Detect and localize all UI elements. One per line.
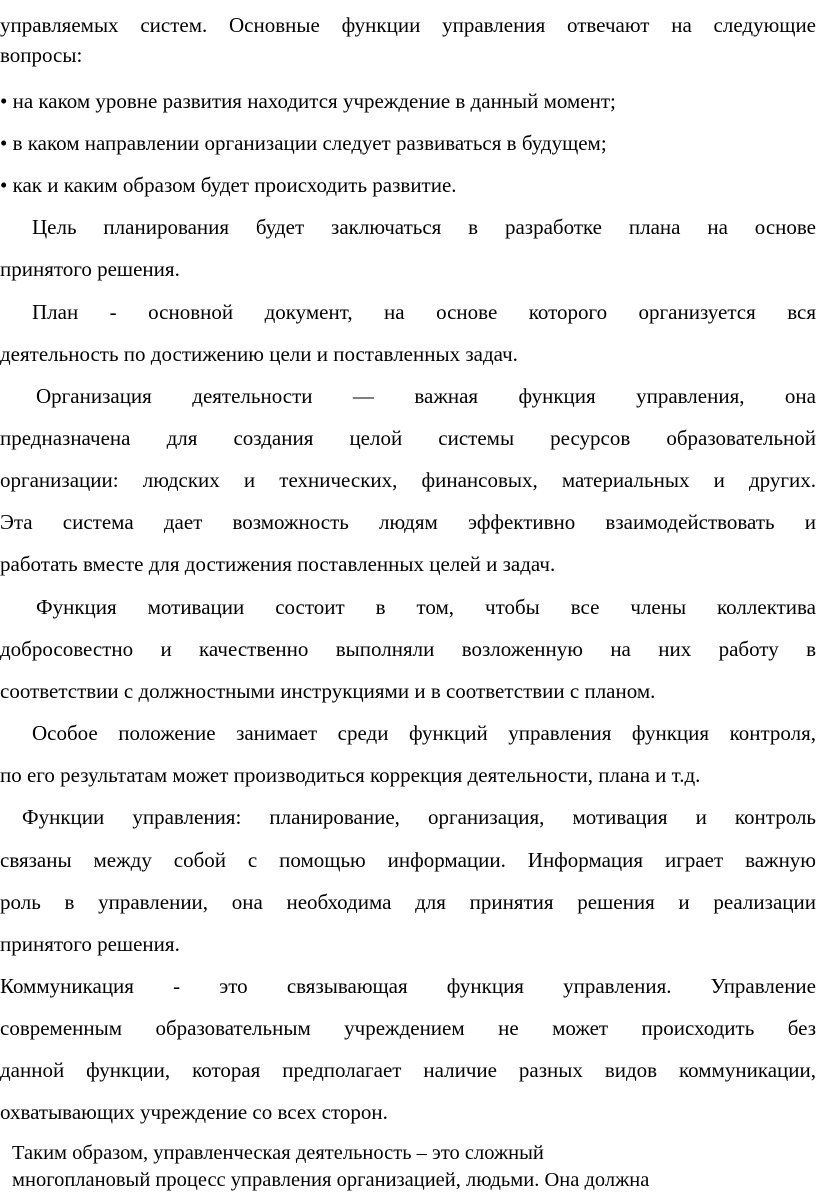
text-line: Коммуникация - это связывающая функция управления. Управление xyxy=(0,974,816,998)
text-line: Особое положение занимает среди функций управления функция контроля, xyxy=(32,721,816,745)
text-line: Функции управления: планирование, организация, мотивация и контроль xyxy=(22,805,816,829)
text-line: вопросы: xyxy=(0,43,83,67)
list-item: • на каком уровне развития находится учреждение в данный момент; xyxy=(0,89,616,113)
text-line: многоплановый процесс управления организацией, людьми. Она должна xyxy=(12,1169,650,1191)
text-line: по его результатам может производиться коррекция деятельности, плана и т.д. xyxy=(0,763,701,787)
text-line: деятельность по достижению цели и поставленных задач. xyxy=(0,342,518,366)
text-line: роль в управлении, она необходима для принятия решения и реализации xyxy=(0,890,816,914)
text-line: Организация деятельности — важная функция управления, она xyxy=(36,384,816,408)
text-line: Таким образом, управленческая деятельность – это сложный xyxy=(12,1142,544,1164)
text-line: принятого решения. xyxy=(0,932,180,956)
text-line: управляемых систем. Основные функции управления отвечают на следующие xyxy=(0,13,816,37)
text-line: План - основной документ, на основе которого организуется вся xyxy=(32,300,816,324)
text-line: связаны между собой с помощью информации. Информация играет важную xyxy=(0,848,816,872)
text-line: Эта система дает возможность людям эффективно взаимодействовать и xyxy=(0,510,816,534)
text-line: принятого решения. xyxy=(0,257,180,281)
text-line: работать вместе для достижения поставленных целей и задач. xyxy=(0,552,556,576)
text-line: Функция мотивации состоит в том, чтобы все члены коллектива xyxy=(36,595,816,619)
list-item: • в каком направлении организации следует развиваться в будущем; xyxy=(0,131,607,155)
text-line: добросовестно и качественно выполняли возложенную на них работу в xyxy=(0,637,816,661)
text-line: данной функции, которая предполагает наличие разных видов коммуникации, xyxy=(0,1058,816,1082)
text-line: Цель планирования будет заключаться в разработке плана на основе xyxy=(32,215,816,239)
text-line: охватывающих учреждение со всех сторон. xyxy=(0,1100,388,1124)
text-line: организации: людских и технических, финансовых, материальных и других. xyxy=(0,468,816,492)
text-line: соответствии с должностными инструкциями и в соответствии с планом. xyxy=(0,679,656,703)
list-item: • как и каким образом будет происходить развитие. xyxy=(0,173,457,197)
text-line: предназначена для создания целой системы ресурсов образовательной xyxy=(0,426,816,450)
text-line: современным образовательным учреждением не может происходить без xyxy=(0,1016,816,1040)
